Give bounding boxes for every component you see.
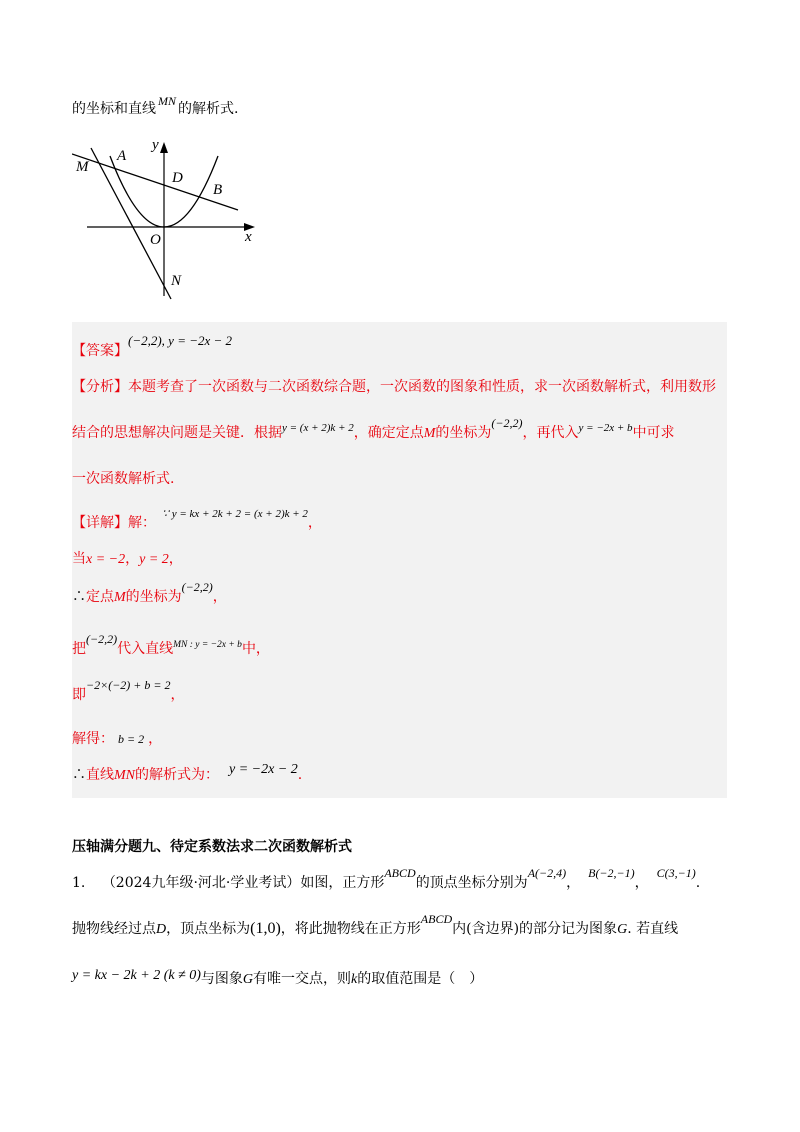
intro-text: 的坐标和直线 MN 的解析式. — [72, 94, 239, 117]
label-M: M — [76, 159, 89, 175]
answer-line — [72, 332, 233, 359]
label-A: A — [117, 148, 127, 164]
analysis-line-1: 【分析】本题考查了一次函数与二次函数综合题，一次函数的图象和性质，求一次函数解析式，利用数形 — [72, 379, 716, 395]
detail-line-2: 当x = −2，y = 2， — [72, 551, 183, 567]
problem-line-3: y = kx − 2k + 2 (k ≠ 0)与图象G有唯一交点，则k的取值范围是（ ） — [72, 968, 484, 987]
detail-line-5: 即−2×(−2) + b = 2， — [72, 678, 185, 703]
label-O: O — [150, 232, 161, 248]
detail-line-3: ∴定点M的坐标为(−2,2)， — [72, 580, 227, 605]
problem-line-2: 抛物线经过点D，顶点坐标为(1,0)，将此抛物线在正方形ABCD内(含边界)的部分记为图象G. 若直线 — [72, 912, 679, 937]
function-graph-figure — [72, 136, 272, 306]
label-D: D — [172, 170, 183, 186]
y-axis-arrow — [160, 142, 168, 153]
label-B: B — [213, 182, 223, 198]
problem-line-1: 1. （2024九年级·河北·学业考试）如图，正方形ABCD的顶点坐标分别为A(−2,4)，B(−2,−1)，C(3,−1). — [72, 866, 701, 891]
analysis-line-2: 结合的思想解决问题是关键．根据$^{y = (x + 2)k + 2}$，确定定点M的坐标为(−2,2)，再代入$^{y = -2x + b}$中可求 — [72, 416, 675, 441]
label-N: N — [171, 273, 182, 289]
answer-box — [72, 322, 727, 798]
label-x: x — [245, 229, 252, 245]
label-y: y — [152, 137, 159, 153]
answer-tag: 【答案】 — [72, 343, 128, 359]
detail-line-7: ∴直线MN的解析式为： y = −2x − 2. — [72, 762, 303, 783]
detail-line-6: 解得： b = 2 ， — [72, 731, 163, 747]
detail-tag: 【详解】 — [72, 515, 128, 531]
analysis-tag: 【分析】 — [72, 379, 128, 395]
analysis-line-3: 一次函数解析式. — [72, 471, 175, 487]
answer-value: (−2,2), y = −2x − 2 — [128, 333, 233, 348]
detail-line-1: 【详解】解：$^{\because y = kx + 2k + 2 = (x + 2)k + 2}$， — [72, 508, 322, 531]
section-title: 压轴满分题九、待定系数法求二次函数解析式 — [72, 839, 352, 855]
mn-label: MN — [158, 94, 176, 108]
line-mn — [91, 148, 171, 299]
detail-line-4: 把(−2,2)代入直线$^{MN : y = -2x + b}$中， — [72, 632, 270, 657]
